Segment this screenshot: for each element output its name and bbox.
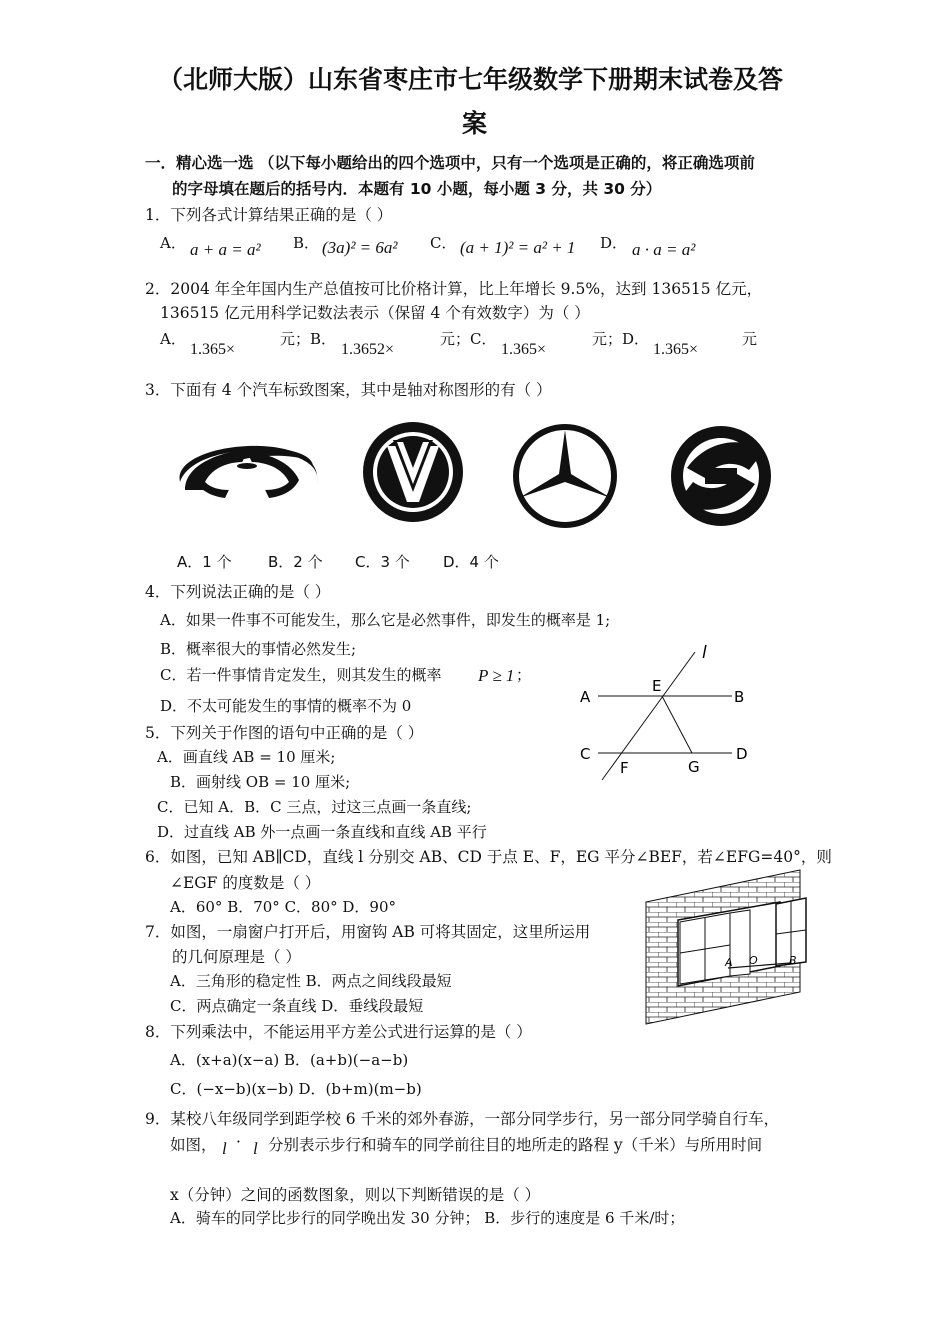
q8-stem: 8．下列乘法中，不能运用平方差公式进行运算的是（ ） — [145, 1023, 532, 1041]
q9-l1-symbol: l — [222, 1139, 227, 1158]
q2-option-a-label: A． — [160, 330, 186, 348]
point-b-label: B — [734, 688, 745, 706]
q1-option-b-label: B． — [293, 234, 320, 252]
point-c-label: C — [580, 745, 591, 763]
q8-options-cd: C．(−x−b)(x−b) D．(b+m)(m−b) — [170, 1080, 422, 1098]
q4-option-c-math: P ≥ 1 — [478, 666, 515, 685]
line-l-label: l — [702, 643, 707, 663]
q9-line-2: 分别表示步行和骑车的同学前往目的地所走的路程 y（千米）与所用时间 — [268, 1136, 763, 1154]
q5-option-d: D．过直线 AB 外一点画一条直线和直线 AB 平行 — [157, 823, 487, 841]
q3-stem: 3．下面有 4 个汽车标致图案，其中是轴对称图形的有（ ） — [145, 381, 552, 399]
q9-line-2-prefix: 如图， — [170, 1136, 217, 1154]
q4-option-d: D．不太可能发生的事情的概率不为 0 — [160, 697, 412, 715]
q1-option-c-label: C． — [430, 234, 457, 252]
title-line-1: （北师大版）山东省枣庄市七年级数学下册期末试卷及答 — [158, 65, 784, 94]
q3-option-b: B．2 个 — [268, 553, 323, 571]
q9-l2-symbol: l — [253, 1139, 258, 1158]
q6-line-2: ∠EGF 的度数是（ ） — [170, 874, 321, 892]
q4-option-c-end: ； — [516, 666, 532, 684]
q6-line-1: 6．如图，已知 AB∥CD，直线 l 分别交 AB、CD 于点 E、F，EG 平分∠BEF，若∠EFG=40°，则 — [145, 848, 832, 866]
q5-option-b: B．画射线 OB = 10 厘米; — [170, 773, 351, 791]
dongfeng-logo-icon — [671, 426, 771, 526]
window-point-b-label: B — [789, 954, 797, 967]
q5-stem: 5．下列关于作图的语句中正确的是（ ） — [145, 724, 424, 742]
section-header-line-1: 一．精心选一选 （以下每小题给出的四个选项中，只有一个选项是正确的，将正确选项前 — [145, 154, 755, 172]
q2-option-b-unit: 元；C． — [440, 330, 497, 348]
q2-option-c-value: 1.365× — [501, 341, 547, 358]
q1-option-b: (3a)² = 6a² — [322, 238, 398, 257]
parallel-lines-figure — [570, 640, 770, 785]
q8-options-ab: A．(x+a)(x−a) B．(a+b)(−a−b) — [170, 1051, 409, 1069]
point-d-label: D — [736, 745, 748, 763]
infiniti-logo-icon — [180, 446, 318, 498]
point-e-label: E — [652, 677, 662, 695]
q2-option-a-value: 1.365× — [190, 341, 236, 358]
q1-option-d: a · a = a² — [632, 240, 696, 259]
point-g-label: G — [688, 758, 700, 776]
q1-option-a-label: A． — [160, 234, 186, 252]
point-f-label: F — [620, 759, 629, 777]
q3-option-d: D．4 个 — [443, 553, 499, 571]
q2-line-1: 2．2004 年全年国内生产总值按可比价格计算，比上年增长 9.5%，达到 136515 亿元， — [145, 280, 763, 298]
q6-options: A．60° B．70° C．80° D．90° — [170, 898, 397, 916]
q7-line-1: 7．如图，一扇窗户打开后，用窗钩 AB 可将其固定，这里所运用 — [145, 923, 591, 941]
q5-option-c: C．已知 A．B．C 三点，过这三点画一条直线; — [157, 798, 472, 816]
q1-option-a: a + a = a² — [190, 240, 261, 259]
section-header-line-2: 的字母填在题后的括号内．本题有 10 小题，每小题 3 分，共 30 分） — [172, 180, 662, 198]
q4-stem: 4．下列说法正确的是（ ） — [145, 583, 331, 601]
q4-option-a: A．如果一件事不可能发生，那么它是必然事件，即发生的概率是 1; — [160, 611, 611, 629]
q9-line-1: 9．某校八年级同学到距学校 6 千米的郊外春游，一部分同学步行，另一部分同学骑自行车， — [145, 1110, 780, 1128]
q7-options-cd: C．两点确定一条直线 D．垂线段最短 — [170, 997, 424, 1015]
mercedes-logo-icon — [516, 427, 614, 525]
window-figure — [640, 862, 820, 1034]
q4-option-b: B．概率很大的事情必然发生; — [160, 640, 357, 658]
q3-option-a: A．1 个 — [177, 553, 232, 571]
q1-option-d-label: D． — [600, 234, 628, 252]
q9-separator: · — [236, 1133, 241, 1151]
q2-line-2: 136515 亿元用科学记数法表示（保留 4 个有效数字）为（ ） — [160, 304, 590, 322]
volkswagen-logo-icon — [363, 422, 463, 522]
q2-option-b-value: 1.3652× — [341, 341, 395, 358]
q3-option-c: C．3 个 — [355, 553, 410, 571]
q2-option-d-value: 1.365× — [653, 341, 699, 358]
q9-line-3: x（分钟）之间的函数图象，则以下判断错误的是（ ） — [170, 1186, 541, 1204]
car-logos-figure — [175, 420, 795, 530]
q1-option-c: (a + 1)² = a² + 1 — [460, 238, 576, 257]
window-point-a-label: A — [725, 956, 733, 969]
q2-option-d-unit: 元 — [742, 330, 758, 348]
window-point-o-label: O — [749, 954, 758, 967]
title-line-2: 案 — [462, 109, 488, 138]
q4-option-c: C．若一件事情肯定发生，则其发生的概率 — [160, 666, 442, 684]
q5-option-a: A．画直线 AB = 10 厘米; — [157, 748, 336, 766]
q2-option-a-unit: 元；B． — [280, 330, 337, 348]
q1-stem: 1．下列各式计算结果正确的是（ ） — [145, 206, 393, 224]
q9-line-4: A．骑车的同学比步行的同学晚出发 30 分钟； B．步行的速度是 6 千米/时； — [170, 1209, 685, 1227]
q2-option-c-unit: 元；D． — [592, 330, 650, 348]
q7-options-ab: A．三角形的稳定性 B．两点之间线段最短 — [170, 972, 452, 990]
q7-line-2: 的几何原理是（ ） — [172, 948, 301, 966]
point-a-label: A — [580, 688, 591, 706]
